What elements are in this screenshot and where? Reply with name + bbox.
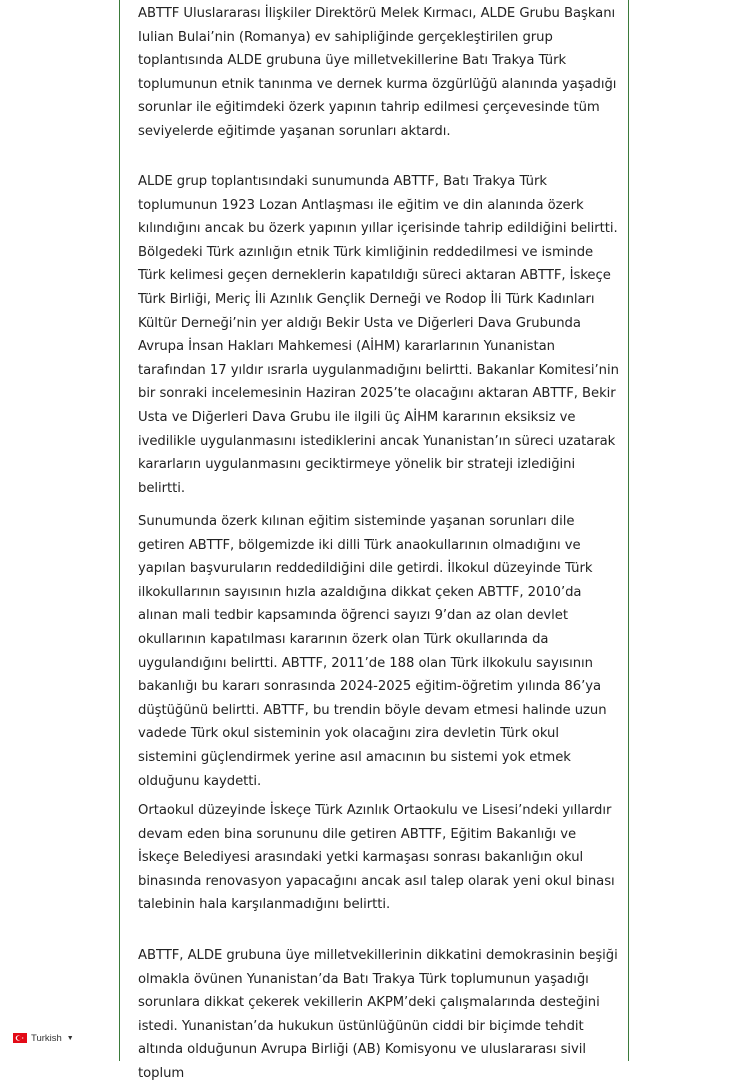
article-paragraph-5: ABTTF, ALDE grubuna üye milletvekillerinin dikkatini demokrasinin beşiği olmakla övünen Yunanistan’da Batı Trakya Türk toplumunun yaşadığı sorunlara dikkat çekerek vekillerin AKPM’deki çalışmalarında desteğini istedi. Yunanistan’da hukukun üstünlüğünün ciddi bir biçimde tehdit altında olduğunun Avrupa Birliği (AB) Komisyonu ve uluslararası sivil toplum xyxy=(138,948,618,1081)
language-switcher[interactable] xyxy=(13,1031,74,1045)
article-paragraph-2: ALDE grup toplantısındaki sunumunda ABTTF, Batı Trakya Türk toplumunun 1923 Lozan Antlaşması ile eğitim ve din alanında özerk kılındığını ancak bu özerk yapının yıllar içerisinde tahrip edildiğini belirtti. Bölgedeki Türk azınlığın etnik Türk kimliğinin reddedilmesi ve isminde Türk kelimesi geçen derneklerin kapatıldığı süreci aktaran ABTTF, İskeçe Türk Birliği, Meriç İli Azınlık Gençlik Derneği ve Rodop İli Türk Kadınları Kültür Derneği’nin yer aldığı Bekir Usta ve Diğerleri Dava Grubunda Avrupa İnsan Hakları Mahkemesi (AİHM) kararlarının Yunanistan tarafından 17 yıldır ısrarla uygulanmadığını belirtti. Bakanlar Komitesi’nin bir sonraki incelemesinin Haziran 2025’te olacağını aktaran ABTTF, Bekir Usta ve Diğerleri Dava Grubu ile ilgili üç AİHM kararının eksiksiz ve ivedilikle uygulanmasını istediklerini ancak Yunanistan’ın süreci uzatarak kararların uygulanmasını geciktirmeye yönelik bir strateji izlediğini belirtti. xyxy=(138,174,619,496)
caret-down-icon: ▼ xyxy=(66,1034,74,1042)
article-paragraph-3: Sunumunda özerk kılınan eğitim sisteminde yaşanan sorunları dile getiren ABTTF, bölgemizde iki dilli Türk anaokullarının olmadığını ve yapılan başvuruların reddedildiğini dile getirdi. İlkokul düzeyinde Türk ilkokullarının sayısının hızla azaldığına dikkat çeken ABTTF, 2010’da alınan mali tedbir kapsamında öğrenci sayızı 9’dan az olan devlet okullarının kapatılması kararının özerk olan Türk okullarında da uygulandığını belirtti. ABTTF, 2011’de 188 olan Türk ilkokulu sayısının bakanlığı bu kararı sonrasında 2024-2025 eğitim-öğretim yılında 86’ya düştüğünü belirtti. ABTTF, bu trendin böyle devam etmesi halinde uzun vadede Türk okul sisteminin yok olacağını zira devletin Türk okul sistemini güçlendirmek yerine asıl amacının bu sistemi yok etmek olduğunu kaydetti. xyxy=(138,514,607,789)
article-column xyxy=(119,0,629,1081)
turkey-flag-icon xyxy=(13,1033,27,1043)
article-paragraph-1: ABTTF Uluslararası İlişkiler Direktörü Melek Kırmacı, ALDE Grubu Başkanı Iulian Bulai’nin (Romanya) ev sahipliğinde gerçekleştirilen grup toplantısında ALDE grubuna üye milletvekillerine Batı Trakya Türk toplumunun etnik tanınma ve dernek kurma özgürlüğü alanında yaşadığı sorunlar ile eğitimdeki özerk yapının tahrip edilmesi çerçevesinde tüm seviyelerde eğitimde yaşanan sorunları aktardı. xyxy=(138,6,617,139)
language-label: Turkish xyxy=(31,1032,62,1044)
article-paragraph-4: Ortaokul düzeyinde İskeçe Türk Azınlık Ortaokulu ve Lisesi’ndeki yıllardır devam eden bina sorununu dile getiren ABTTF, Eğitim Bakanlığı ve İskeçe Belediyesi arasındaki yetki karmaşası sonrası bakanlığın okul binasında renovasyon yapacağını ancak asıl talep olarak yeni okul binası talebinin hala karşılanmadığını belirtti. xyxy=(138,803,615,913)
